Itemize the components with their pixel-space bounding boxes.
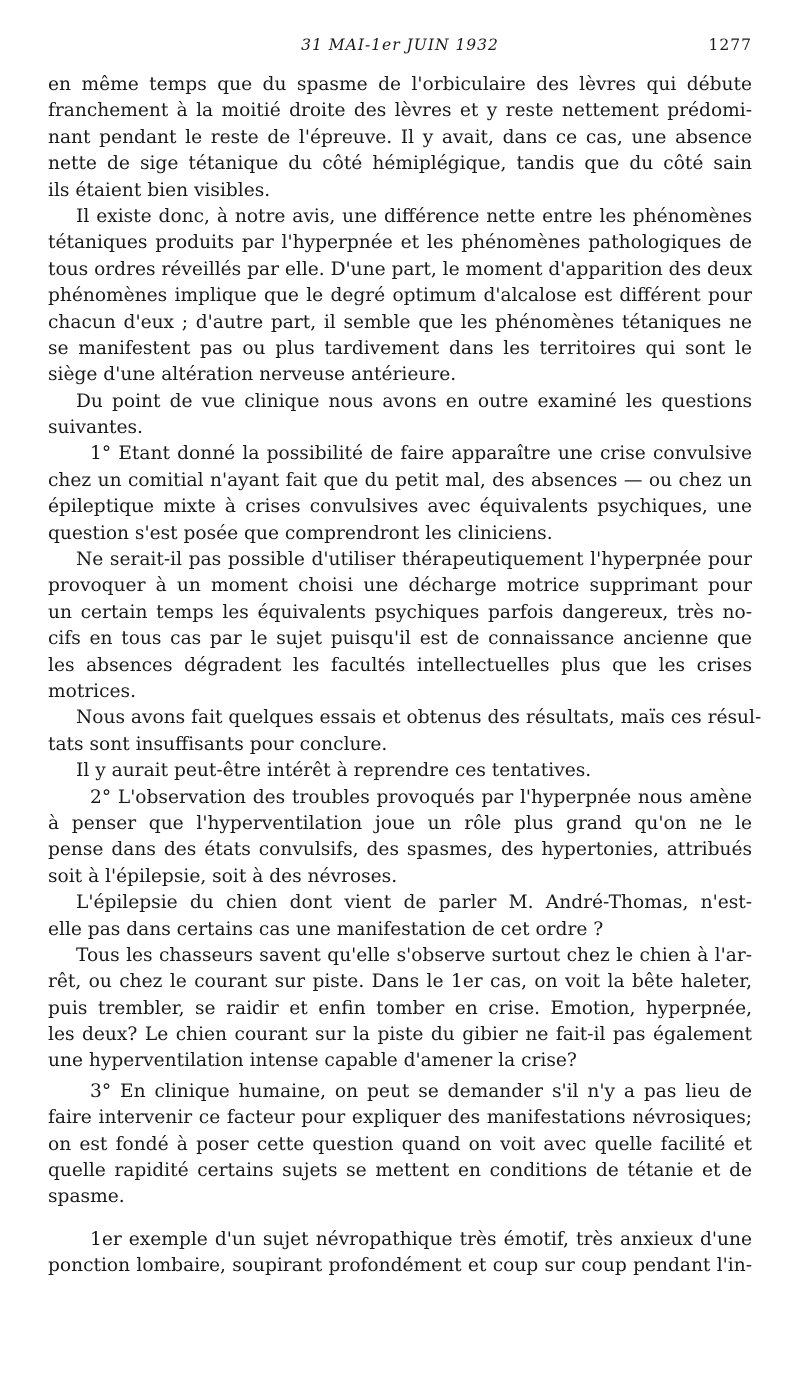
- text-line: Il existe donc, à notre avis, une différence nette entre les phénomènes: [76, 205, 752, 227]
- text-line: Du point de vue clinique nous avons en outre examiné les questions: [76, 390, 752, 412]
- text-line: quelle rapidité certains sujets se mettent en conditions de tétanie et de: [48, 1160, 752, 1182]
- text-line: 2° L'observation des troubles provoqués par l'hyperpnée nous amène: [90, 786, 752, 808]
- header-date: 31 MAI-1er JUIN 1932: [301, 36, 499, 54]
- text-line: se manifestent pas ou plus tardivement dans les territoires qui sont le: [48, 337, 752, 359]
- text-line: épileptique mixte à crises convulsives avec équivalents psychiques, une: [48, 496, 752, 518]
- text-line: ponction lombaire, soupirant profondément et coup sur coup pendant l'in-: [48, 1255, 752, 1277]
- text-line: Il y aurait peut-être intérêt à reprendre ces tentatives.: [76, 760, 592, 782]
- text-line: elle pas dans certains cas une manifestation de cet ordre ?: [48, 918, 604, 940]
- text-line: chez un comitial n'ayant fait que du petit mal, des absences — ou chez un: [48, 469, 752, 491]
- text-line: Tous les chasseurs savent qu'elle s'observe surtout chez le chien à l'ar-: [76, 944, 752, 966]
- text-line: nant pendant le reste de l'épreuve. Il y avait, dans ce cas, une absence: [48, 126, 752, 148]
- text-line: 3° En clinique humaine, on peut se demander s'il n'y a pas lieu de: [90, 1080, 752, 1102]
- text-line: en même temps que du spasme de l'orbiculaire des lèvres qui débute: [48, 74, 752, 95]
- text-line: à penser que l'hyperventilation joue un rôle plus grand qu'on ne le: [48, 812, 752, 834]
- text-line: tétaniques produits par l'hyperpnée et les phénomènes pathologiques de: [48, 232, 752, 254]
- page-number: 1277: [708, 36, 752, 54]
- text-line: Ne serait-il pas possible d'utiliser thérapeutiquement l'hyperpnée pour: [76, 549, 752, 571]
- text-line: spasme.: [48, 1186, 125, 1208]
- text-line: cifs en tous cas par le sujet puisqu'il est de connaissance ancienne que: [48, 628, 752, 650]
- text-line: motrices.: [48, 680, 137, 702]
- text-line: les deux? Le chien courant sur la piste du gibier ne fait-il pas également: [48, 1024, 752, 1046]
- text-line: un certain temps les équivalents psychiques parfois dangereux, très no-: [48, 601, 752, 623]
- text-line: 1° Etant donné la possibilité de faire apparaître une crise convulsive: [90, 443, 752, 465]
- text-line: tous ordres réveillés par elle. D'une part, le moment d'apparition des deux: [48, 258, 753, 280]
- text-line: puis trembler, se raidir et enfin tomber en crise. Emotion, hyperpnée,: [48, 997, 752, 1019]
- article-body: [48, 72, 762, 1280]
- text-line: faire intervenir ce facteur pour expliquer des manifestations névrosiques;: [48, 1107, 752, 1129]
- running-header: [48, 36, 752, 60]
- text-line: les absences dégradent les facultés intellectuelles plus que les crises: [48, 654, 752, 676]
- text-line: phénomènes implique que le degré optimum d'alcalose est différent pour: [48, 285, 752, 307]
- text-line: provoquer à un moment choisi une décharge motrice supprimant pour: [48, 575, 752, 597]
- text-line: siège d'une altération nerveuse antérieure.: [48, 364, 457, 386]
- text-line: rêt, ou chez le courant sur piste. Dans le 1er cas, on voit la bête haleter,: [48, 971, 752, 993]
- text-line: 1er exemple d'un sujet névropathique très émotif, très anxieux d'une: [90, 1228, 752, 1250]
- text-line: franchement à la moitié droite des lèvres et y reste nettement prédomi-: [48, 100, 752, 122]
- text-line: tats sont insuffisants pour conclure.: [48, 733, 388, 755]
- text-line: on est fondé à poser cette question quand on voit avec quelle facilité et: [48, 1133, 752, 1155]
- text-line: question s'est posée que comprendront les cliniciens.: [48, 522, 553, 544]
- text-line: ils étaient bien visibles.: [48, 179, 271, 201]
- text-line: chacun d'eux ; d'autre part, il semble que les phénomènes tétaniques ne: [48, 311, 752, 333]
- text-line: pense dans des états convulsifs, des spasmes, des hypertonies, attribués: [48, 839, 752, 861]
- text-line: nette de sige tétanique du côté hémiplégique, tandis que du côté sain: [48, 153, 752, 175]
- text-line: Nous avons fait quelques essais et obtenus des résultats, maïs ces résul-: [76, 707, 762, 729]
- text-line: suivantes.: [48, 417, 143, 439]
- text-line: une hyperventilation intense capable d'amener la crise?: [48, 1050, 577, 1072]
- text-line: soit à l'épilepsie, soit à des névroses.: [48, 865, 398, 887]
- text-line: L'épilepsie du chien dont vient de parler M. André-Thomas, n'est-: [76, 892, 752, 914]
